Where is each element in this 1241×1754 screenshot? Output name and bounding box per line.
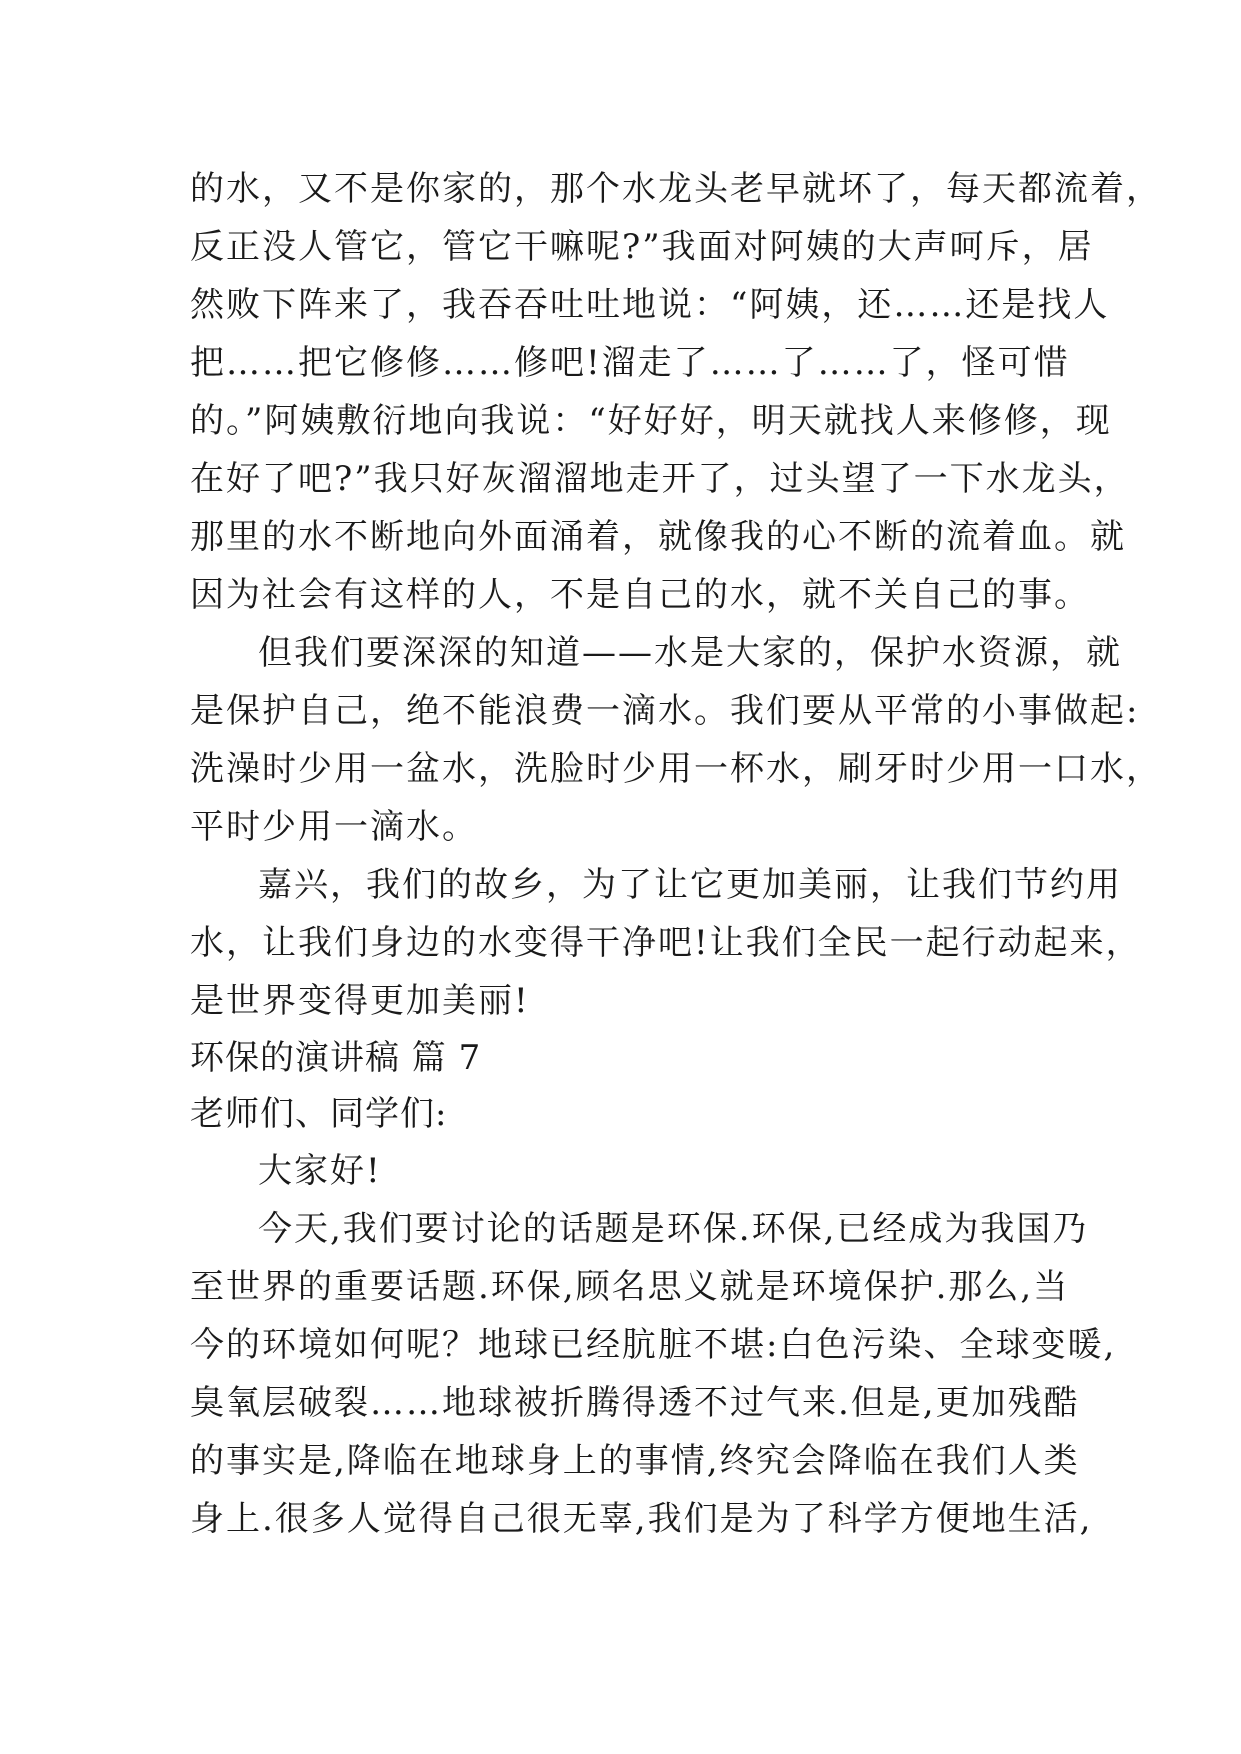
text-line: 那里的水不断地向外面涌着，就像我的心不断的流着血。就 xyxy=(190,517,1126,557)
section-title: 环保的演讲稿 篇 7 xyxy=(190,1038,482,1078)
text-line: 身上.很多人觉得自己很无辜,我们是为了科学方便地生活, xyxy=(190,1499,1093,1539)
text-line: 至世界的重要话题.环保,顾名思义就是环境保护.那么,当 xyxy=(190,1267,1070,1307)
text-line: 但我们要深深的知道——水是大家的，保护水资源，就 xyxy=(258,633,1122,673)
text-line: 是世界变得更加美丽! xyxy=(190,981,530,1021)
text-line: 反正没人管它，管它干嘛呢?”我面对阿姨的大声呵斥，居 xyxy=(190,227,1094,267)
text-line: 洗澡时少用一盆水，洗脸时少用一杯水，刷牙时少用一口水， xyxy=(190,749,1162,789)
greeting: 大家好! xyxy=(258,1151,382,1191)
text-line: 水，让我们身边的水变得干净吧!让我们全民一起行动起来， xyxy=(190,923,1142,963)
text-line: 的水，又不是你家的，那个水龙头老早就坏了，每天都流着， xyxy=(190,169,1162,209)
text-line: 的。”阿姨敷衍地向我说：“好好好，明天就找人来修修，现 xyxy=(190,401,1112,441)
text-line: 把……把它修修……修吧!溜走了……了……了，怪可惜 xyxy=(190,343,1070,383)
text-line: 是保护自己，绝不能浪费一滴水。我们要从平常的小事做起: xyxy=(190,691,1140,731)
text-line: 臭氧层破裂……地球被折腾得透不过气来.但是,更加残酷 xyxy=(190,1383,1080,1423)
text-line: 嘉兴，我们的故乡，为了让它更加美丽，让我们节约用 xyxy=(258,865,1122,905)
document-body xyxy=(190,160,1162,1548)
text-line: 然败下阵来了，我吞吞吐吐地说：“阿姨，还……还是找人 xyxy=(190,285,1110,325)
text-line: 平时少用一滴水。 xyxy=(190,807,478,847)
text-line: 的事实是,降临在地球身上的事情,终究会降临在我们人类 xyxy=(190,1441,1080,1481)
salutation: 老师们、同学们: xyxy=(190,1094,448,1134)
text-line: 因为社会有这样的人，不是自己的水，就不关自己的事。 xyxy=(190,575,1090,615)
text-line: 今的环境如何呢？地球已经肮脏不堪:白色污染、全球变暖, xyxy=(190,1325,1117,1365)
text-line: 今天,我们要讨论的话题是环保.环保,已经成为我国乃 xyxy=(258,1209,1089,1249)
text-line: 在好了吧?”我只好灰溜溜地走开了，过头望了一下水龙头， xyxy=(190,459,1130,499)
